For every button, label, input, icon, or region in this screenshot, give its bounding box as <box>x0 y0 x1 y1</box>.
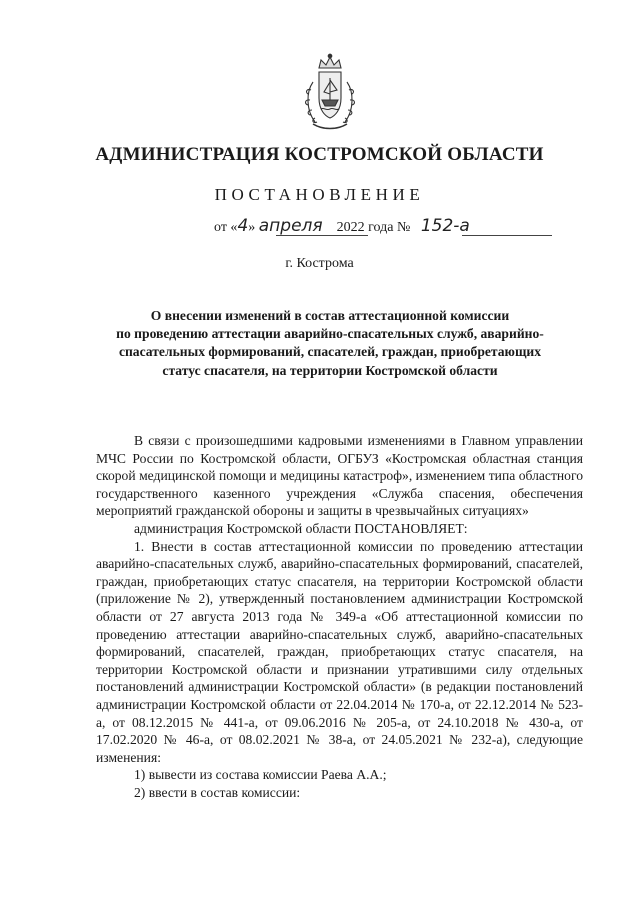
document-subject <box>95 307 565 380</box>
body-paragraph: В связи с произошедшими кадровыми изменениями в Главном управлении МЧС России по Костромской области, ОГБУЗ «Костромская областная станция скорой медицинской помощи и медицины катастроф», изменением типа областного государственного казенного учреждения «Служба спасения, обеспечения мероприятий гражданской обороны и защиты в чрезвычайных ситуациях» <box>96 433 583 519</box>
number-underline <box>462 235 552 236</box>
subject-line: О внесении изменений в состав аттестационной комиссии <box>150 308 510 323</box>
subject-line: спасательных формирований, спасателей, граждан, приобретающих <box>118 344 542 360</box>
handwritten-month: апреля <box>258 216 323 236</box>
list-item: 2) ввести в состав комиссии: <box>134 784 301 800</box>
date-year: 2022 года № <box>336 220 411 235</box>
document-body <box>96 432 583 801</box>
subject-line: по проведению аттестации аварийно-спасательных служб, аварийно- <box>116 326 544 342</box>
handwritten-day: 4 <box>237 216 249 236</box>
resolution-statement: администрация Костромской области ПОСТАНОВЛЯЕТ: <box>134 520 468 536</box>
date-underline <box>276 235 368 236</box>
coat-of-arms-emblem <box>301 52 359 132</box>
body-paragraph: 1. Внести в состав аттестационной комиссии по проведению аттестации аварийно-спасательных служб, аварийно-спасательных формирований, спасателей, граждан, приобретающих статус спасателя, на территории Костромской области (приложение № 2), утвержденный постановлением администрации Костромской области от 27 августа 2013 года № 349-а «Об аттестационной комиссии по проведению аттестации аварийно-спасательных служб, аварийно-спасательных формирований, спасателей, граждан, приобретающих статус спасателя, на территории Костромской области и признании утратившими силу отдельных постановлений администрации Костромской области» (в редакции постановлений администрации Костромской области от 22.04.2014 № 170-а, от 22.12.2014 № 523-а, от 08.12.2015 № 441-а, от 09.06.2016 № 205-а, от 24.10.2018 № 430-а, от 17.02.2020 № 46-а, от 08.02.2021 № 38-а, от 24.05.2021 № 232-а), следующие изменения: <box>96 538 583 765</box>
date-line <box>214 216 470 236</box>
list-item: 1) вывести из состава комиссии Раева А.А.; <box>134 767 387 783</box>
document-type: ПОСТАНОВЛЕНИЕ <box>214 185 425 204</box>
city: г. Кострома <box>285 256 354 271</box>
date-mid: » <box>248 220 256 235</box>
date-prefix: от « <box>214 220 238 235</box>
subject-line: статус спасателя, на территории Костромской области <box>162 362 498 378</box>
organization-title: АДМИНИСТРАЦИЯ КОСТРОМСКОЙ ОБЛАСТИ <box>95 144 544 165</box>
handwritten-doc-number: 152-а <box>420 216 470 236</box>
